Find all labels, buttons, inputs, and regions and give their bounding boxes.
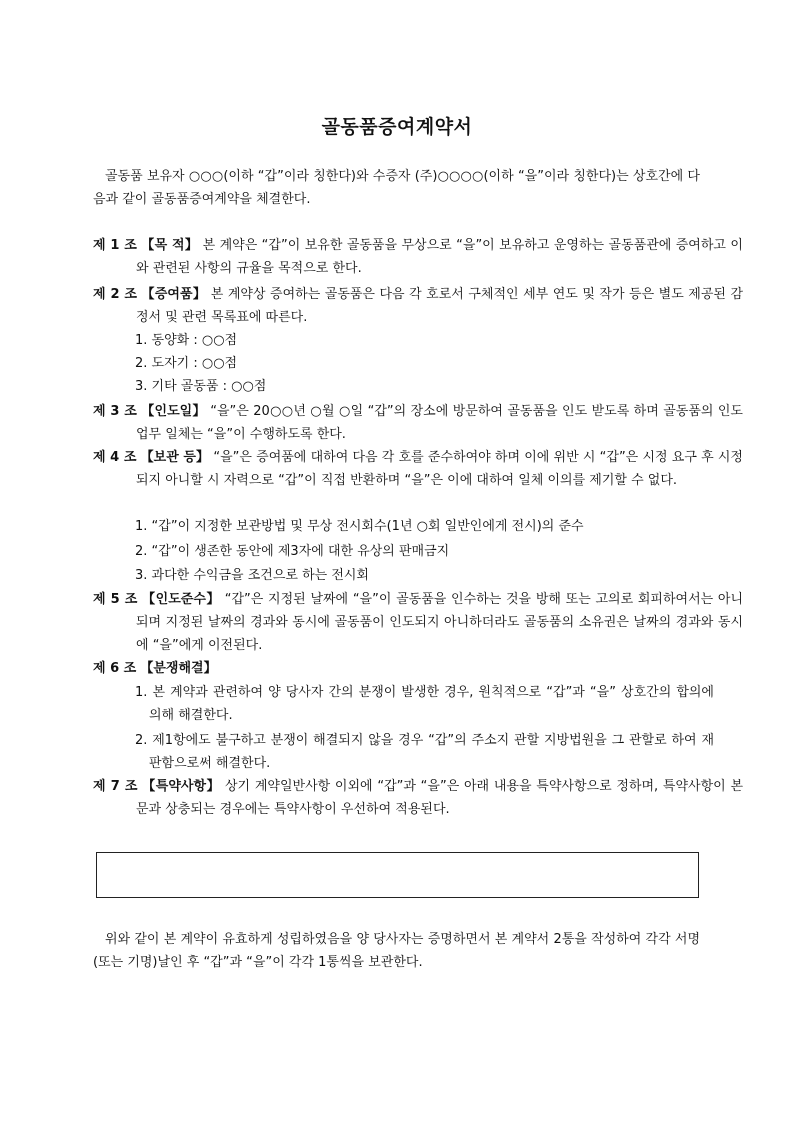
article-3-text: “을”은 20○○년 ○월 ○일 “갑”의 장소에 방문하여 골동품을 인도 받도록 하며 골동품의 인도업무 일체는 “을”이 수행하도록 한다. <box>136 404 743 442</box>
article-6-number: 제 6 조 <box>93 661 137 676</box>
article-4-item-1: 1. “갑”이 지정한 보관방법 및 무상 전시회수(1년 ○회 일반인에게 전시)의 준수 <box>135 519 584 534</box>
article-6 <box>93 657 743 680</box>
article-6-item-2: 2. 제1항에도 불구하고 분쟁이 해결되지 않을 경우 “갑”의 주소지 관할 지방법원을 그 관할로 하여 재판함으로써 해결한다. <box>135 733 714 771</box>
closing-paragraph: 위와 같이 본 계약이 유효하게 성립하였음을 양 당사자는 증명하면서 본 계약서 2통을 작성하여 각각 서명(또는 기명)날인 후 “갑”과 “을”이 각각 1통씩을 보관한다. <box>93 932 700 970</box>
article-5-number: 제 5 조 <box>93 592 138 607</box>
article-2 <box>93 283 743 329</box>
article-5 <box>93 588 743 657</box>
article-4-heading: 【보관 등】 <box>140 450 210 465</box>
article-4-item-3: 3. 과다한 수익금을 조건으로 하는 전시회 <box>135 568 369 583</box>
article-3 <box>93 400 743 446</box>
article-4-text: “을”은 증여품에 대하여 다음 각 호를 준수하여야 하며 이에 위반 시 “갑”은 시정 요구 후 시정되지 아니할 시 자력으로 “갑”이 직접 반환하며 “을”은 이에 대하여 일체 이의를 제기할 수 없다. <box>136 450 743 488</box>
article-2-number: 제 2 조 <box>93 287 137 302</box>
article-2-item-2: 2. 도자기 : ○○점 <box>135 356 238 371</box>
article-4 <box>93 446 743 492</box>
article-2-item-3: 3. 기타 골동품 : ○○점 <box>135 379 267 394</box>
article-1 <box>93 234 743 280</box>
article-6-item-1: 1. 본 계약과 관련하여 양 당사자 간의 분쟁이 발생한 경우, 원칙적으로 “갑”과 “을” 상호간의 합의에 의해 해결한다. <box>135 685 714 723</box>
article-2-heading: 【증여품】 <box>141 287 207 302</box>
article-5-text: “갑”은 지정된 날짜에 “을”이 골동품을 인수하는 것을 방해 또는 고의로 회피하여서는 아니되며 지정된 날짜의 경과와 동시에 골동품이 인도되지 아니하더라도 골동품의 소유권은 날짜의 경과와 동시에 “을”에게 이전된다. <box>136 592 744 653</box>
article-5-heading: 【인도준수】 <box>142 592 221 607</box>
article-1-number: 제 1 조 <box>93 238 137 253</box>
article-7-number: 제 7 조 <box>93 779 138 794</box>
article-4-number: 제 4 조 <box>93 450 137 465</box>
article-7 <box>93 775 743 821</box>
article-3-number: 제 3 조 <box>93 404 137 419</box>
document-title: 골동품증여계약서 <box>321 116 473 138</box>
article-3-heading: 【인도일】 <box>141 404 206 419</box>
article-4-item-2: 2. “갑”이 생존한 동안에 제3자에 대한 유상의 판매금지 <box>135 544 450 559</box>
article-2-text: 본 계약상 증여하는 골동품은 다음 각 호로서 구체적인 세부 연도 및 작가 등은 별도 제공된 감정서 및 관련 목록표에 따른다. <box>136 287 743 325</box>
special-terms-box <box>96 852 699 898</box>
article-1-text: 본 계약은 “갑”이 보유한 골동품을 무상으로 “을”이 보유하고 운영하는 골동품관에 증여하고 이와 관련된 사항의 규율을 목적으로 한다. <box>136 238 743 276</box>
article-7-heading: 【특약사항】 <box>142 779 221 794</box>
article-7-text: 상기 계약일반사항 이외에 “갑”과 “을”은 아래 내용을 특약사항으로 정하며, 특약사항이 본문과 상충되는 경우에는 특약사항이 우선하여 적용된다. <box>136 779 744 817</box>
intro-paragraph: 골동품 보유자 ○○○(이하 “갑”이라 칭한다)와 수증자 (주)○○○○(이하 “을”이라 칭한다)는 상호간에 다음과 같이 골동품증여계약을 체결한다. <box>93 169 700 207</box>
article-6-heading: 【분쟁해결】 <box>140 661 217 676</box>
article-1-heading: 【목 적】 <box>141 238 199 253</box>
article-2-item-1: 1. 동양화 : ○○점 <box>135 333 238 348</box>
